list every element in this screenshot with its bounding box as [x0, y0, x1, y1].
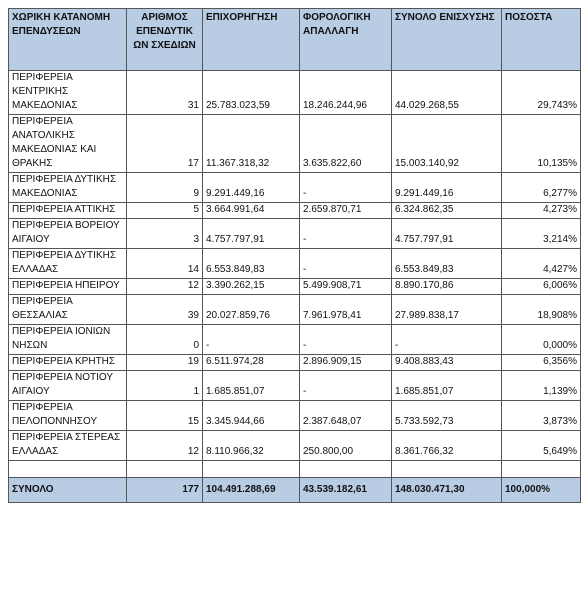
spacer-row: [9, 461, 581, 478]
total-support-cell: 8.361.766,32: [392, 431, 502, 461]
header-total-support: ΣΥΝΟΛΟ ΕΝΙΣΧΥΣΗΣ: [392, 9, 502, 71]
total-support-cell: 5.733.592,73: [392, 401, 502, 431]
total-tax: 43.539.182,61: [300, 478, 392, 503]
tax-exemption-cell: 18.246.244,96: [300, 71, 392, 115]
header-tax-exemption: ΦΟΡΟΛΟΓΙΚΗ ΑΠΑΛΛΑΓΗ: [300, 9, 392, 71]
region-cell: ΠΕΡΙΦΕΡΕΙΑ ΑΝΑΤΟΛΙΚΗΣ ΜΑΚΕΔΟΝΙΑΣ ΚΑΙ ΘΡΑΚΗΣ: [9, 115, 127, 173]
region-cell: ΠΕΡΙΦΕΡΕΙΑ ΙΟΝΙΩΝ ΝΗΣΩΝ: [9, 325, 127, 355]
count-cell: 12: [127, 431, 203, 461]
grant-cell: 9.291.449,16: [203, 173, 300, 203]
header-grant: ΕΠΙΧΟΡΗΓΗΣΗ: [203, 9, 300, 71]
percent-cell: 10,135%: [502, 115, 581, 173]
table-row: [9, 401, 581, 431]
grant-cell: 25.783.023,59: [203, 71, 300, 115]
percent-cell: 3,873%: [502, 401, 581, 431]
tax-exemption-cell: -: [300, 371, 392, 401]
header-region: ΧΩΡΙΚΗ ΚΑΤΑΝΟΜΗ ΕΠΕΝΔΥΣΕΩΝ: [9, 9, 127, 71]
total-support-cell: 44.029.268,55: [392, 71, 502, 115]
total-support-cell: -: [392, 325, 502, 355]
total-support-cell: 27.989.838,17: [392, 295, 502, 325]
grant-cell: 3.390.262,15: [203, 279, 300, 295]
count-cell: 14: [127, 249, 203, 279]
total-support-cell: 6.324.862,35: [392, 203, 502, 219]
tax-exemption-cell: 7.961.978,41: [300, 295, 392, 325]
count-cell: 9: [127, 173, 203, 203]
percent-cell: 0,000%: [502, 325, 581, 355]
region-cell: ΠΕΡΙΦΕΡΕΙΑ ΠΕΛΟΠΟΝΝΗΣΟΥ: [9, 401, 127, 431]
table-row: [9, 371, 581, 401]
percent-cell: 5,649%: [502, 431, 581, 461]
grant-cell: 3.664.991,64: [203, 203, 300, 219]
total-percent: 100,000%: [502, 478, 581, 503]
percent-cell: 29,743%: [502, 71, 581, 115]
tax-exemption-cell: 3.635.822,60: [300, 115, 392, 173]
tax-exemption-cell: -: [300, 173, 392, 203]
table-row: [9, 203, 581, 219]
tax-exemption-cell: -: [300, 249, 392, 279]
percent-cell: 6,277%: [502, 173, 581, 203]
percent-cell: 1,139%: [502, 371, 581, 401]
total-support-cell: 15.003.140,92: [392, 115, 502, 173]
total-count: 177: [127, 478, 203, 503]
count-cell: 1: [127, 371, 203, 401]
region-cell: ΠΕΡΙΦΕΡΕΙΑ ΒΟΡΕΙΟΥ ΑΙΓΑΙΟΥ: [9, 219, 127, 249]
investment-distribution-table: [8, 8, 581, 503]
region-cell: ΠΕΡΙΦΕΡΕΙΑ ΔΥΤΙΚΗΣ ΕΛΛΑΔΑΣ: [9, 249, 127, 279]
table-row: [9, 173, 581, 203]
header-count: ΑΡΙΘΜΟΣ ΕΠΕΝΔΥΤΙΚ ΩΝ ΣΧΕΔΙΩΝ: [127, 9, 203, 71]
count-cell: 39: [127, 295, 203, 325]
total-support-cell: 4.757.797,91: [392, 219, 502, 249]
total-support-cell: 1.685.851,07: [392, 371, 502, 401]
region-cell: ΠΕΡΙΦΕΡΕΙΑ ΣΤΕΡΕΑΣ ΕΛΛΑΔΑΣ: [9, 431, 127, 461]
count-cell: 0: [127, 325, 203, 355]
region-cell: ΠΕΡΙΦΕΡΕΙΑ ΚΡΗΤΗΣ: [9, 355, 127, 371]
count-cell: 3: [127, 219, 203, 249]
region-cell: ΠΕΡΙΦΕΡΕΙΑ ΚΕΝΤΡΙΚΗΣ ΜΑΚΕΔΟΝΙΑΣ: [9, 71, 127, 115]
total-label: ΣΥΝΟΛΟ: [9, 478, 127, 503]
region-cell: ΠΕΡΙΦΕΡΕΙΑ ΗΠΕΙΡΟΥ: [9, 279, 127, 295]
grant-cell: 8.110.966,32: [203, 431, 300, 461]
table-row: [9, 279, 581, 295]
grant-cell: -: [203, 325, 300, 355]
count-cell: 17: [127, 115, 203, 173]
tax-exemption-cell: -: [300, 325, 392, 355]
tax-exemption-cell: 2.896.909,15: [300, 355, 392, 371]
table-row: [9, 431, 581, 461]
grant-cell: 6.553.849,83: [203, 249, 300, 279]
total-support-cell: 9.408.883,43: [392, 355, 502, 371]
total-support-cell: 6.553.849,83: [392, 249, 502, 279]
region-cell: ΠΕΡΙΦΕΡΕΙΑ ΘΕΣΣΑΛΙΑΣ: [9, 295, 127, 325]
tax-exemption-cell: 250.800,00: [300, 431, 392, 461]
percent-cell: 6,356%: [502, 355, 581, 371]
table-body: [9, 71, 581, 461]
region-cell: ΠΕΡΙΦΕΡΕΙΑ ΑΤΤΙΚΗΣ: [9, 203, 127, 219]
count-cell: 12: [127, 279, 203, 295]
header-percent: ΠΟΣΟΣΤΑ: [502, 9, 581, 71]
grant-cell: 20.027.859,76: [203, 295, 300, 325]
percent-cell: 18,908%: [502, 295, 581, 325]
grant-cell: 11.367.318,32: [203, 115, 300, 173]
total-support-cell: 9.291.449,16: [392, 173, 502, 203]
grant-cell: 6.511.974,28: [203, 355, 300, 371]
table-row: [9, 355, 581, 371]
table-row: [9, 219, 581, 249]
investment-table-container: [8, 8, 581, 503]
count-cell: 5: [127, 203, 203, 219]
percent-cell: 3,214%: [502, 219, 581, 249]
region-cell: ΠΕΡΙΦΕΡΕΙΑ ΔΥΤΙΚΗΣ ΜΑΚΕΔΟΝΙΑΣ: [9, 173, 127, 203]
tax-exemption-cell: 2.659.870,71: [300, 203, 392, 219]
grant-cell: 1.685.851,07: [203, 371, 300, 401]
table-row: [9, 325, 581, 355]
region-cell: ΠΕΡΙΦΕΡΕΙΑ ΝΟΤΙΟΥ ΑΙΓΑΙΟΥ: [9, 371, 127, 401]
total-grant: 104.491.288,69: [203, 478, 300, 503]
table-row: [9, 71, 581, 115]
count-cell: 19: [127, 355, 203, 371]
table-row: [9, 115, 581, 173]
percent-cell: 4,427%: [502, 249, 581, 279]
totals-row: [9, 478, 581, 503]
header-row: [9, 9, 581, 71]
count-cell: 31: [127, 71, 203, 115]
total-support-cell: 8.890.170,86: [392, 279, 502, 295]
table-row: [9, 295, 581, 325]
percent-cell: 6,006%: [502, 279, 581, 295]
tax-exemption-cell: 2.387.648,07: [300, 401, 392, 431]
tax-exemption-cell: -: [300, 219, 392, 249]
tax-exemption-cell: 5.499.908,71: [300, 279, 392, 295]
percent-cell: 4,273%: [502, 203, 581, 219]
grant-cell: 4.757.797,91: [203, 219, 300, 249]
table-row: [9, 249, 581, 279]
grant-cell: 3.345.944,66: [203, 401, 300, 431]
count-cell: 15: [127, 401, 203, 431]
total-support: 148.030.471,30: [392, 478, 502, 503]
